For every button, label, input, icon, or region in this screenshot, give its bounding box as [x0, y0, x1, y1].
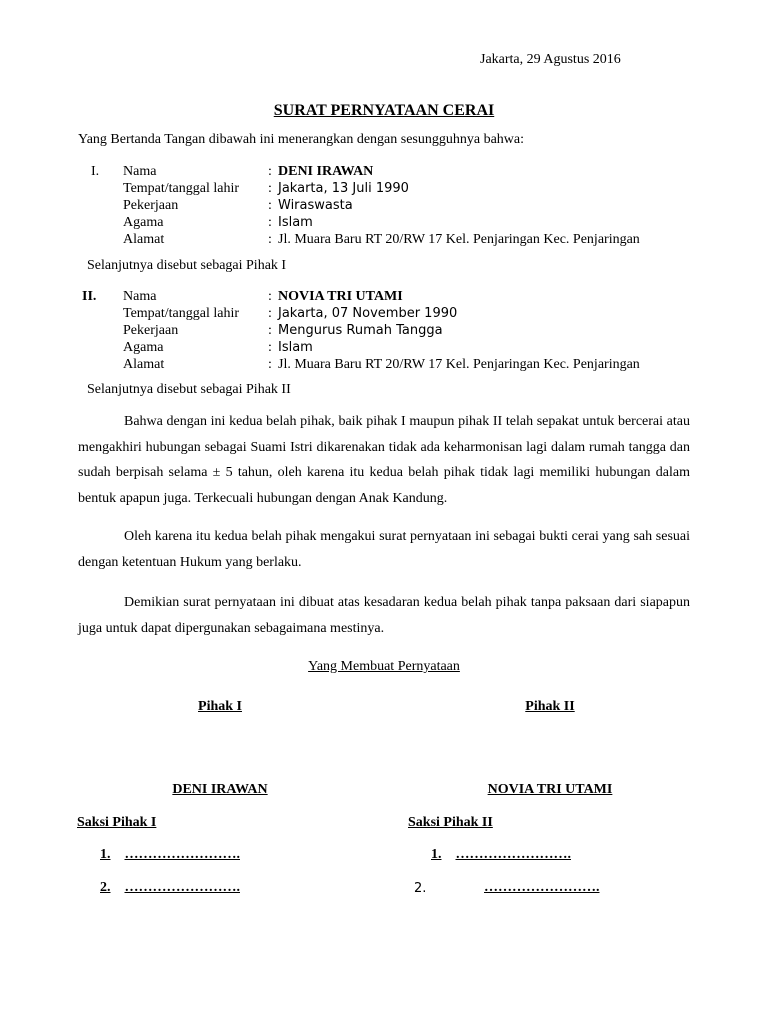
- letter-date: Jakarta, 29 Agustus 2016: [480, 52, 621, 67]
- party-1-label-alamat: Alamat: [123, 232, 165, 247]
- witness-left-line-1: [100, 847, 240, 863]
- intro-text: Yang Bertanda Tangan dibawah ini menerangkan dengan sesungguhnya bahwa:: [78, 132, 524, 147]
- party-2-value-nama: NOVIA TRI UTAMI: [278, 289, 403, 304]
- party-1-label-pekerjaan: Pekerjaan: [123, 198, 179, 213]
- party-2-label-alamat: Alamat: [123, 357, 165, 372]
- witness-left-title: Saksi Pihak I: [77, 815, 157, 830]
- witness-right-dots: …………………….: [455, 847, 571, 862]
- party-1-numeral: I.: [91, 164, 100, 179]
- party-2-colon: :: [268, 340, 272, 355]
- party-1-value-agama: Islam: [278, 215, 313, 230]
- witness-left-line-2: [100, 880, 240, 896]
- party-2-value-ttl: Jakarta, 07 November 1990: [278, 306, 458, 321]
- party-2-value-agama: Islam: [278, 340, 313, 355]
- signature-pihak-2-label: Pihak II: [525, 699, 575, 714]
- witness-left-dots: …………………….: [124, 880, 240, 895]
- witness-right-dots-2: …………………….: [484, 880, 600, 895]
- paragraph-closing: [78, 590, 690, 641]
- party-1-label-ttl: Tempat/tanggal lahir: [123, 181, 240, 196]
- paragraph-acknowledgement-text: Oleh karena itu kedua belah pihak mengakui surat pernyataan ini sebagai bukti cerai yang sah sesuai dengan ketentuan Hukum yang berlaku.: [78, 529, 690, 570]
- party-1-value-pekerjaan: Wiraswasta: [278, 198, 353, 213]
- party-1-value-nama: DENI IRAWAN: [278, 164, 374, 179]
- party-1-designation: Selanjutnya disebut sebagai Pihak I: [87, 258, 287, 273]
- party-2-label-pekerjaan: Pekerjaan: [123, 323, 179, 338]
- party-2-colon: :: [268, 289, 272, 304]
- witness-left-num: 2.: [100, 880, 111, 895]
- party-1-colon: :: [268, 232, 272, 247]
- witness-right-line-1: [431, 847, 571, 863]
- party-2-designation: Selanjutnya disebut sebagai Pihak II: [87, 382, 291, 397]
- party-1-colon: :: [268, 215, 272, 230]
- party-2-value-pekerjaan: Mengurus Rumah Tangga: [278, 323, 443, 338]
- party-1-value-ttl: Jakarta, 13 Juli 1990: [278, 181, 409, 196]
- paragraph-agreement-text: Bahwa dengan ini kedua belah pihak, baik pihak I maupun pihak II telah sepakat untuk bercerai atau mengakhiri hubungan sebagai Suami Istri dikarenakan tidak ada keharmonisan lagi dalam rumah tangga dan sudah berpisah selama ± 5 tahun, oleh karena itu kedua belah pihak tidak lagi memiliki hubungan dalam bentuk apapun juga. Terkecuali hubungan dengan Anak Kandung.: [78, 414, 690, 506]
- paragraph-acknowledgement: [78, 524, 690, 575]
- party-1-value-alamat: Jl. Muara Baru RT 20/RW 17 Kel. Penjaringan Kec. Penjaringan: [278, 232, 640, 247]
- party-1-label-agama: Agama: [123, 215, 164, 230]
- signature-name-2: NOVIA TRI UTAMI: [487, 782, 613, 797]
- signature-name-1: DENI IRAWAN: [172, 782, 268, 797]
- party-2-numeral: II.: [82, 289, 97, 304]
- witness-right-title: Saksi Pihak II: [408, 815, 493, 830]
- witness-left-dots: …………………….: [124, 847, 240, 862]
- party-2-colon: :: [268, 323, 272, 338]
- witness-right-num-2: 2.: [414, 881, 427, 896]
- signature-heading: Yang Membuat Pernyataan: [308, 659, 460, 674]
- party-2-label-agama: Agama: [123, 340, 164, 355]
- paragraph-closing-text: Demikian surat pernyataan ini dibuat atas kesadaran kedua belah pihak tanpa paksaan dari siapapun juga untuk dapat dipergunakan sebagaimana mestinya.: [78, 595, 690, 636]
- witness-right-num: 1.: [431, 847, 442, 862]
- document-title: SURAT PERNYATAAN CERAI: [273, 102, 495, 119]
- party-2-value-alamat: Jl. Muara Baru RT 20/RW 17 Kel. Penjaringan Kec. Penjaringan: [278, 357, 640, 372]
- party-2-colon: :: [268, 306, 272, 321]
- party-2-label-ttl: Tempat/tanggal lahir: [123, 306, 240, 321]
- party-1-colon: :: [268, 164, 272, 179]
- party-1-label-nama: Nama: [123, 164, 157, 179]
- signature-pihak-1-label: Pihak I: [198, 699, 242, 714]
- party-1-colon: :: [268, 181, 272, 196]
- witness-left-num: 1.: [100, 847, 111, 862]
- party-1-colon: :: [268, 198, 272, 213]
- party-2-label-nama: Nama: [123, 289, 157, 304]
- paragraph-agreement: [78, 409, 690, 511]
- party-2-colon: :: [268, 357, 272, 372]
